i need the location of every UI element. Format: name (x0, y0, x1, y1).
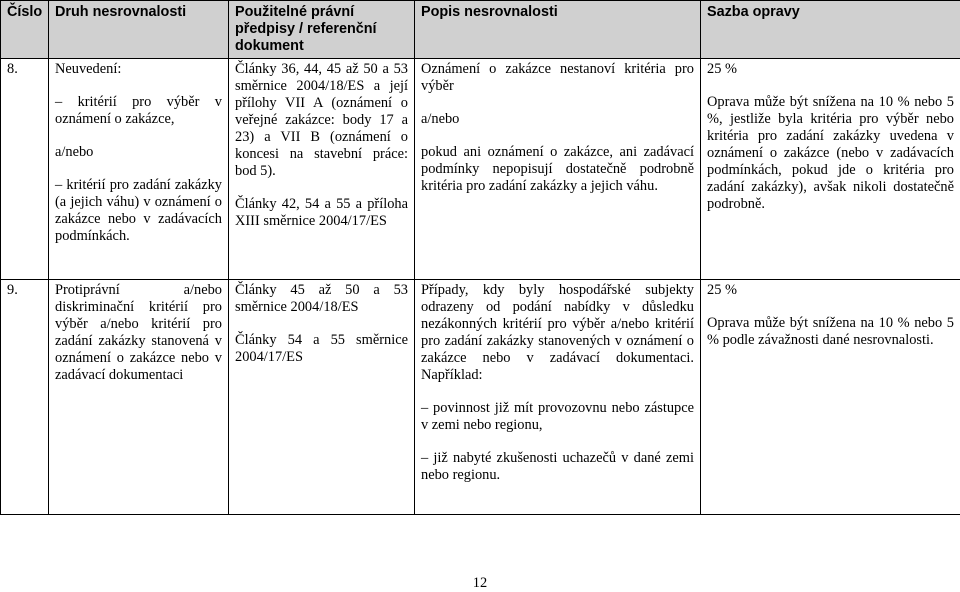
cell-sazba (701, 59, 960, 280)
druh-title: Neuvedení: (55, 61, 122, 77)
row-number-text: 9. (7, 282, 18, 298)
popis-list-item: – povinnost již mít provozovnu nebo zástupce v zemi nebo regionu, (421, 400, 694, 433)
table-header-row (1, 1, 960, 59)
cell-popis (415, 59, 701, 280)
druh-text: Protiprávní a/nebo diskriminační kritérií pro výběr a/nebo kritérií pro zadání zakázky stanovená v oznámení o zakázce nebo v zadávací dokumentaci (55, 282, 222, 383)
popis-paragraph: Oznámení o zakázce nestanoví kritéria pro výběr (421, 61, 694, 94)
predpisy-paragraph: Články 54 a 55 směrnice 2004/17/ES (235, 332, 408, 365)
predpisy-paragraph: Články 42, 54 a 55 a příloha XIII směrnice 2004/17/ES (235, 196, 408, 229)
page-number: 12 (472, 575, 488, 591)
druh-or: a/nebo (55, 144, 94, 160)
cell-popis (415, 280, 701, 515)
popis-list-item: – již nabyté zkušenosti uchazečů v dané zemi nebo regionu. (421, 450, 694, 483)
cell-druh (49, 59, 229, 280)
popis-paragraph: Případy, kdy byly hospodářské subjekty odrazeny od podání nabídky v důsledku nezákonných kritérií pro výběr a/nebo kritérií pro zadání zakázky stanovených v oznámení o zakázce nebo v zadávací dokumentaci. Například: (421, 282, 694, 383)
cell-predpisy (229, 59, 415, 280)
sazba-rate: 25 % (707, 61, 737, 77)
cell-sazba (701, 280, 960, 515)
predpisy-paragraph: Články 45 až 50 a 53 směrnice 2004/18/ES (235, 282, 408, 315)
header-cislo: Číslo (1, 1, 49, 59)
popis-paragraph: a/nebo (421, 111, 460, 127)
druh-item: – kritérií pro výběr v oznámení o zakázce, (55, 94, 222, 127)
druh-item: – kritérií pro zadání zakázky (a jejich váhu) v oznámení o zakázce nebo v zadávacích podmínkách. (55, 177, 222, 244)
row-number (1, 280, 49, 515)
predpisy-paragraph: Články 36, 44, 45 až 50 a 53 směrnice 2004/18/ES a její přílohy VII A (oznámení o veřejné zakázce: body 17 a 23) a VII B (oznámení o koncesi na stavební práce: bod 5). (235, 61, 408, 179)
sazba-rate: 25 % (707, 282, 737, 298)
header-predpisy: Použitelné právní předpisy / referenční dokument (229, 1, 415, 59)
sazba-text: Oprava může být snížena na 10 % nebo 5 %, jestliže byla kritéria pro výběr nebo kritéria pro zadání zakázky uvedena v oznámení o zakázce (nebo v zadávacích podmínkách, pokud jde o kritéria pro zadání zakázky), avšak nikoli dostatečně podrobně. (707, 94, 954, 212)
table-row (1, 280, 960, 515)
cell-predpisy (229, 280, 415, 515)
sazba-text: Oprava může být snížena na 10 % nebo 5 % podle závažnosti dané nesrovnalosti. (707, 315, 954, 348)
table-row (1, 59, 960, 280)
header-sazba: Sazba opravy (701, 1, 960, 59)
header-popis: Popis nesrovnalosti (415, 1, 701, 59)
popis-paragraph: pokud ani oznámení o zakázce, ani zadávací podmínky nepopisují dostatečně podrobně kritéria pro zadání zakázky a jejich váhu. (421, 144, 694, 194)
row-number-text: 8. (7, 61, 18, 77)
row-number (1, 59, 49, 280)
cell-druh (49, 280, 229, 515)
header-druh: Druh nesrovnalosti (49, 1, 229, 59)
